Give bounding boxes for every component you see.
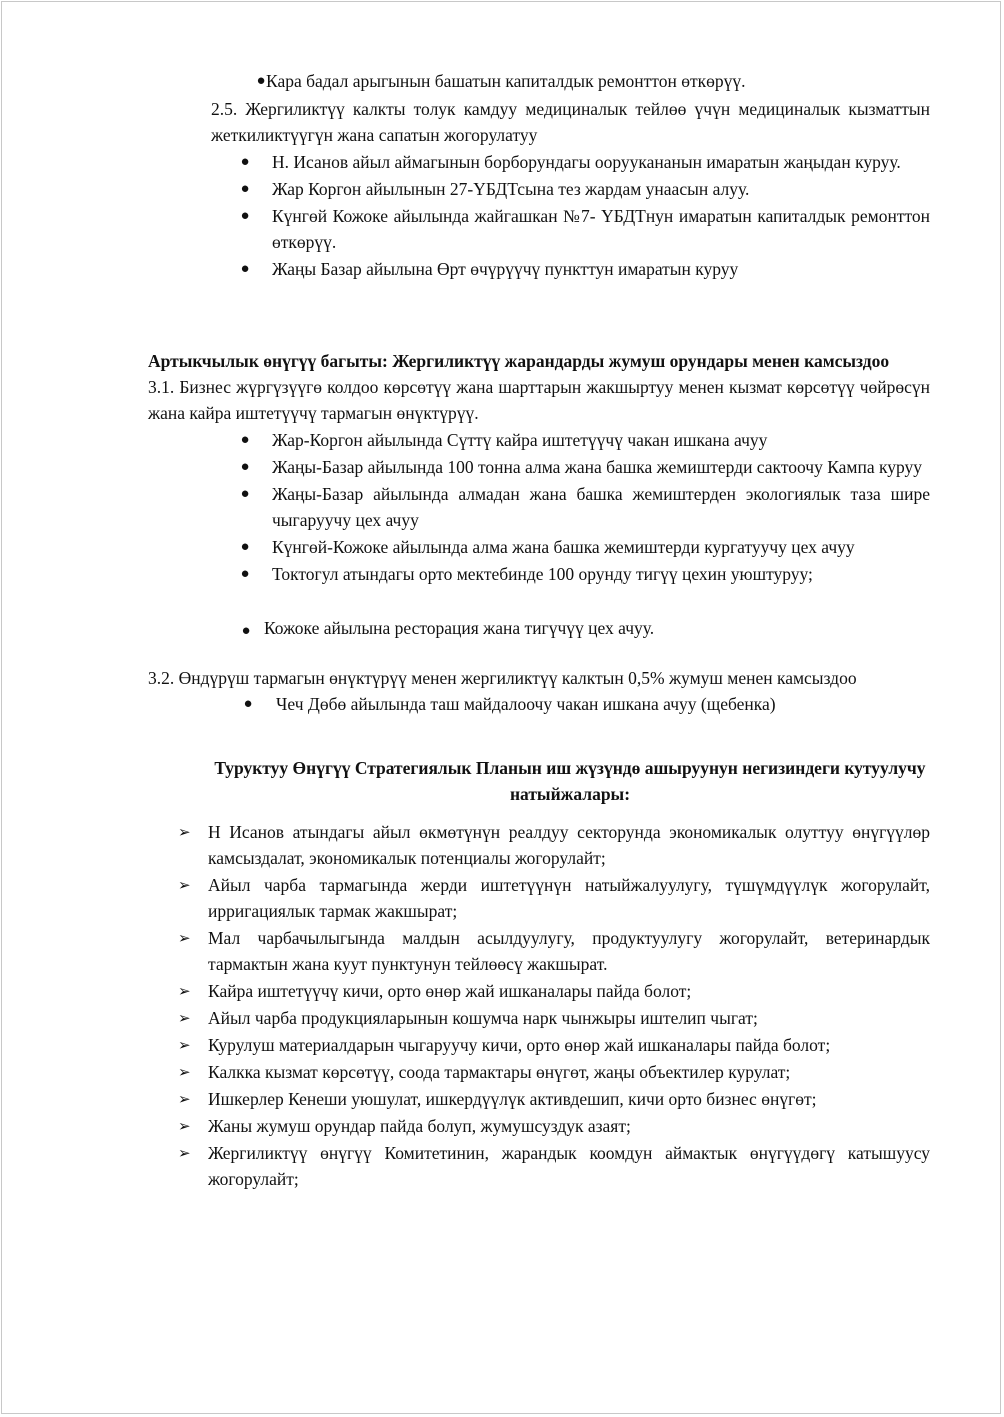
list-item: ➢ Курулуш материалдарын чыгаруучу кичи, орто өнөр жай ишканалары пайда болот; — [148, 1032, 930, 1058]
arrow-bullet-icon: ➢ — [178, 823, 191, 841]
bullet-icon: ● — [240, 432, 250, 448]
list-item: ● Күнгөй Кожоке айылында жайгашкан №7- ҮБДТнун имаратын капиталдык ремонттон өткөрүү. — [148, 203, 930, 255]
list-item: ● Жар-Коргон айылында Сүттү кайра иштетүүчү чакан ишкана ачуу — [148, 427, 930, 453]
bullet-icon: ● — [240, 261, 250, 277]
list-item: ● Чеч Дөбө айылында таш майдалоочу чакан ишкана ачуу (щебенка) — [148, 691, 930, 717]
list-item: ● Токтогул атындагы орто мектебинде 100 орунду тигүү цехин уюштуруу; — [148, 561, 930, 587]
bullet-icon: ● — [256, 73, 266, 89]
list-item: ➢ Ишкерлер Кенеши уюшулат, ишкердүүлүк активдешип, кичи орто бизнес өнүгөт; — [148, 1086, 930, 1112]
bullet-icon: ● — [240, 566, 250, 582]
document-body — [148, 68, 930, 1192]
arrow-bullet-icon: ➢ — [178, 1009, 191, 1027]
arrow-bullet-icon: ➢ — [178, 876, 191, 894]
section-2-5-heading: 2.5. Жергиликтүү калкты толук камдуу медициналык тейлөө үчүн медициналык кызматтын жеткиликтүүгүн жана сапатын жогорулатуу — [211, 99, 930, 145]
list-item: ➢ Н Исанов атындагы айыл өкмөтүнүн реалдуу секторунда экономикалык олуттуу өнүгүүлөр камсыздалат, экономикалык потенциалы жогорулайт; — [148, 819, 930, 871]
section-3-1-list — [148, 427, 930, 587]
list-item: ● Жаңы-Базар айылында 100 тонна алма жана башка жемиштерди сактоочу Кампа куруу — [148, 454, 930, 480]
priority-heading: Артыкчылык өнүгүү багыты: Жергиликтүү жарандарды жумуш орундары менен камсыздоо — [148, 351, 890, 371]
bullet-icon: ● — [241, 623, 251, 639]
bullet-icon: ● — [240, 154, 250, 170]
bullet-icon: ● — [240, 208, 250, 224]
list-item: ➢ Айыл чарба тармагында жерди иштетүүнүн натыйжалуулугу, түшүмдүүлүк жогорулайт, ирригациялык тармак жакшырат; — [148, 872, 930, 924]
section-3-2-heading: 3.2. Өндүрүш тармагын өнүктүрүү менен жергиликтүү калктын 0,5% жумуш менен камсыздоо — [148, 668, 857, 688]
section-3-2-list — [148, 691, 930, 717]
list-item: ● Күнгөй-Кожоке айылында алма жана башка жемиштерди кургатуучу цех ачуу — [148, 534, 930, 560]
bullet-icon: ● — [240, 539, 250, 555]
section-2-5-list — [148, 149, 930, 282]
list-item: ➢ Жергиликтүү өнүгүү Комитетинин, жарандык коомдун аймактык өнүгүүдөгү катышуусу жогорулайт; — [148, 1140, 930, 1192]
list-item: ● Жаңы Базар айылына Өрт өчүрүүчү пункттун имаратын куруу — [148, 256, 930, 282]
document-page — [1, 1, 1001, 1414]
results-title: Туруктуу Өнүгүү Стратегиялык Планын иш жүзүндө ашыруунун негизиндеги кутуулучу натыйжалары: — [214, 758, 926, 804]
list-item: ● Жаңы-Базар айылында алмадан жана башка жемиштерден экологиялык таза шире чыгаруучу цех ачуу — [148, 481, 930, 533]
arrow-bullet-icon: ➢ — [178, 1063, 191, 1081]
arrow-bullet-icon: ➢ — [178, 982, 191, 1000]
arrow-bullet-icon: ➢ — [178, 1144, 191, 1162]
list-item: ● Жар Коргон айылынын 27-ҮБДТсына тез жардам унаасын алуу. — [148, 176, 930, 202]
arrow-bullet-icon: ➢ — [178, 929, 191, 947]
list-item: ● Кожоке айылына ресторация жана тигүчүү цех ачуу. — [148, 615, 930, 641]
section-3-1-heading: 3.1. Бизнес жүргүзүүгө колдоо көрсөтүү жана шарттарын жакшыртуу менен кызмат көрсөтүү чөйрөсүн жана кайра иштетүүчү тармагын өнүктүрүү. — [148, 377, 930, 423]
list-item: ● Н. Исанов айыл аймагынын борборундагы ооруукананын имаратын жаңыдан куруу. — [148, 149, 930, 175]
bullet-icon: ● — [240, 459, 250, 475]
bullet-icon: ● — [240, 181, 250, 197]
bullet-icon: ● — [240, 486, 250, 502]
list-item: ➢ Кайра иштетүүчү кичи, орто өнөр жай ишканалары пайда болот; — [148, 978, 930, 1004]
arrow-bullet-icon: ➢ — [178, 1036, 191, 1054]
bullet-icon: ● — [243, 696, 253, 712]
arrow-bullet-icon: ➢ — [178, 1090, 191, 1108]
list-item: ➢ Калкка кызмат көрсөтүү, соода тармактары өнүгөт, жаңы объектилер курулат; — [148, 1059, 930, 1085]
list-item: ➢ Мал чарбачылыгында малдын асылдуулугу, продуктуулугу жогорулайт, ветеринардык тармактын жана куут пунктунун тейлөөсү жакшырат. — [148, 925, 930, 977]
arrow-bullet-icon: ➢ — [178, 1117, 191, 1135]
list-item: ➢ Жаны жумуш орундар пайда болуп, жумушсуздук азаят; — [148, 1113, 930, 1139]
results-list — [148, 819, 930, 1192]
list-item: ➢ Айыл чарба продукцияларынын кошумча нарк чынжыры иштелип чыгат; — [148, 1005, 930, 1031]
list-item: ● Кара бадал арыгынын башатын капиталдык ремонттон өткөрүү. — [148, 68, 930, 94]
